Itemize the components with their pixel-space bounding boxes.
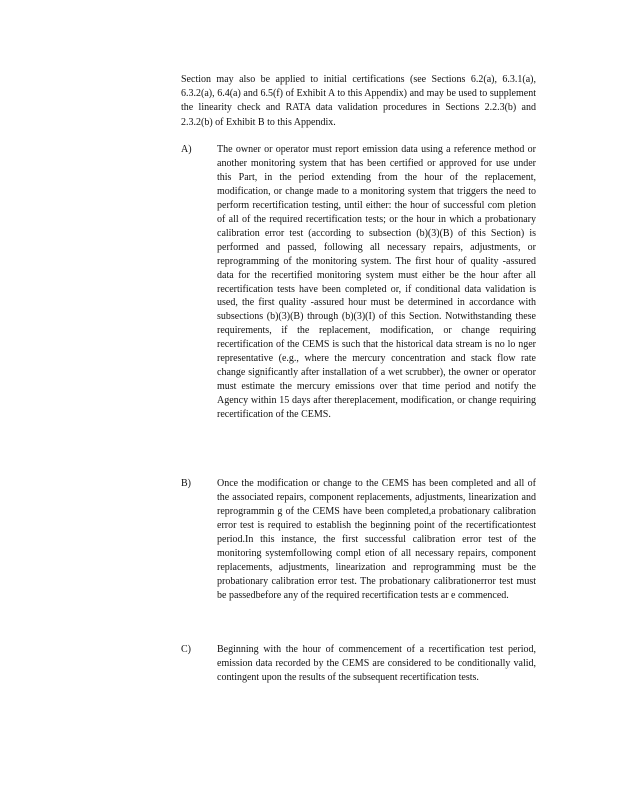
item-label-a: A) — [181, 144, 192, 155]
item-text-a: The owner or operator must report emission data using a reference method or another monitoring system that has been certified or approved for use under this Part, in the period extending from the hour of the replacement, modification, or change made to a monitoring system that triggers the need to perform recertification testing, until either: the hour of successful com pletion of all of the required recertification tests; or the hour in which a probationary calibration error test (according to subsection (b)(3)(B) of this Section) is performed and passed, following all necessary repairs, adjustments, or reprogramming of the monitoring system. The first hour of quality -assured data for the recertified monitoring system must either be the hour after all recertification tests have been completed or, if conditional data validation is used, the first quality -assured hour must be determined in accordance with subsections (b)(3)(B) through (b)(3)(I) of this Section. Notwithstanding these requirements, if the replacement, modification, or change requiring recertification of the CEMS is such that the historical data stream is no lo nger representative (e.g., where the mercury concentration and stack flow rate change significantly after installation of a wet scrubber), the owner or operator must estimate the mercury emissions over that time period and notify the Agency within 15 days after thereplacement, modification, or change requiring recertification of the CEMS. — [217, 144, 536, 421]
item-label-c: C) — [181, 644, 191, 655]
intro-paragraph: Section may also be applied to initial certifications (see Sections 6.2(a), 6.3.1(a), 6.3.2(a), 6.4(a) and 6.5(f) of Exhibit A to this Appendix) and may be used to supplement the linearity check and RATA data validation procedures in Sections 2.2.3(b) and 2.3.2(b) of Exhibit B to this Appendix. — [181, 74, 536, 128]
item-text-c: Beginning with the hour of commencement of a recertification test period, emission data recorded by the CEMS are considered to be conditionally valid, contingent upon the results of the subsequent recertification tests. — [217, 644, 536, 683]
item-label-b: B) — [181, 478, 191, 489]
item-text-b: Once the modification or change to the CEMS has been completed and all of the associated repairs, component replacements, adjustments, linearization and reprogrammin g of the CEMS have been completed,a probationary calibration error test is required to establish the beginning point of the recertificationtest period.In this instance, the first successful calibration error test of the monitoring systemfollowing compl etion of all necessary repairs, component replacements, adjustments, linearization and reprogramming must be the probationary calibration error test. The probationary calibrationerror test must be passedbefore any of the required recertification tests ar e commenced. — [217, 478, 536, 601]
